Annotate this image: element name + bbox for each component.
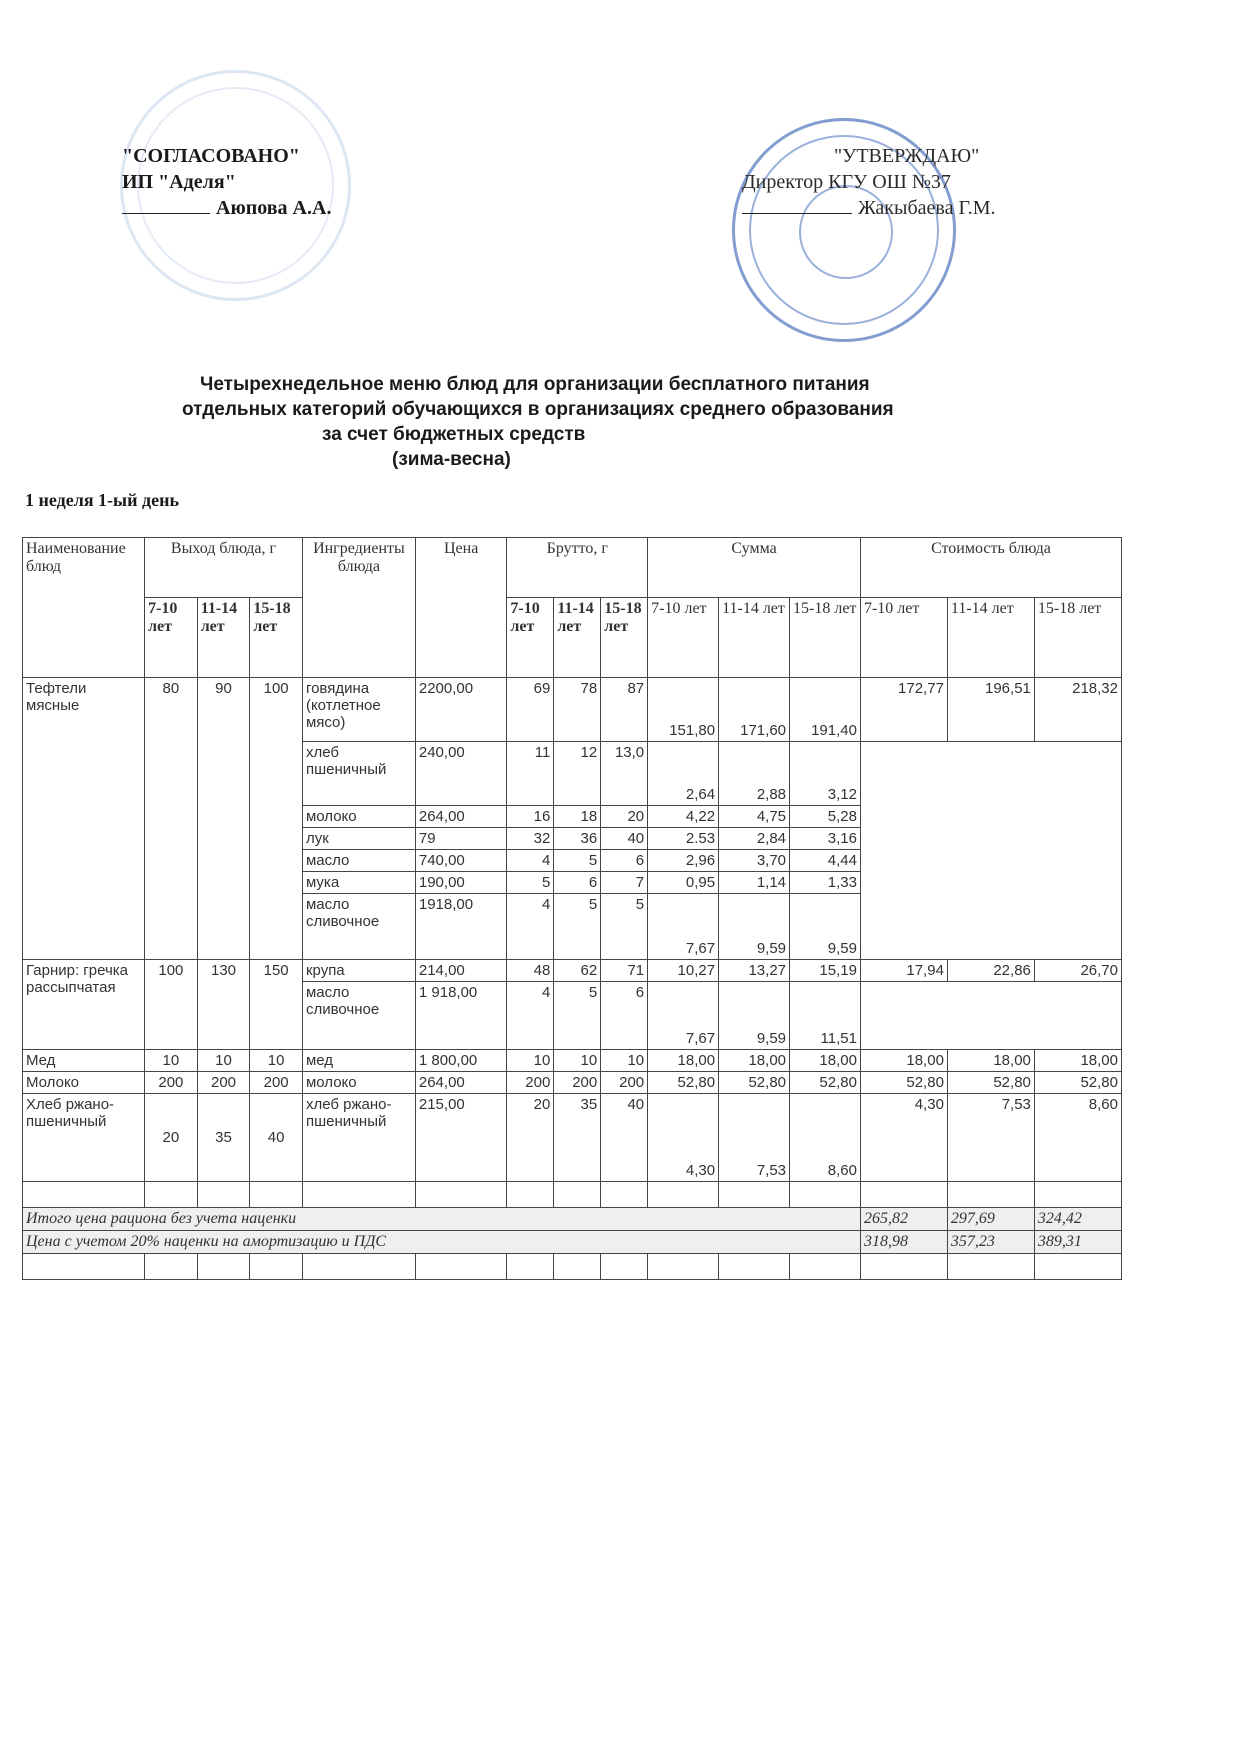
document-title <box>0 372 1240 472</box>
brutto: 6 <box>554 872 601 894</box>
age-group-header: 15-18 лет <box>1034 598 1121 678</box>
empty-row <box>23 1182 1122 1208</box>
brutto: 35 <box>554 1094 601 1182</box>
header-name: Наименование блюд <box>23 538 145 678</box>
brutto: 36 <box>554 828 601 850</box>
dish-cost: 196,51 <box>947 678 1034 742</box>
ingredient-price: 264,00 <box>415 1072 507 1094</box>
total-value: 318,98 <box>860 1231 947 1254</box>
header-sum: Сумма <box>648 538 861 598</box>
ingredient-price: 240,00 <box>415 742 507 806</box>
table-row <box>23 960 1122 982</box>
ingredient-price: 264,00 <box>415 806 507 828</box>
ingredient-name: масло сливочное <box>302 894 415 960</box>
sum: 7,67 <box>648 894 719 960</box>
dish-cost: 8,60 <box>1034 1094 1121 1182</box>
ingredient-price: 1918,00 <box>415 894 507 960</box>
brutto: 4 <box>507 982 554 1050</box>
approval-left-block <box>122 143 331 221</box>
approval-right-signatory: Жакыбаева Г.М. <box>858 197 996 219</box>
brutto: 7 <box>601 872 648 894</box>
dish-output: 100 <box>250 678 303 960</box>
dish-output: 200 <box>250 1072 303 1094</box>
title-line-2: отдельных категорий обучающихся в организациях среднего образования <box>182 399 894 420</box>
sum: 2,84 <box>719 828 790 850</box>
dish-cost: 22,86 <box>947 960 1034 982</box>
brutto: 87 <box>601 678 648 742</box>
ingredient-price: 1 800,00 <box>415 1050 507 1072</box>
ingredient-name: масло сливочное <box>302 982 415 1050</box>
approval-right-position: Директор КГУ ОШ №37 <box>742 171 951 193</box>
total-value: 357,23 <box>947 1231 1034 1254</box>
dish-output: 90 <box>197 678 250 960</box>
age-group-header: 7-10 лет <box>648 598 719 678</box>
dish-output: 150 <box>250 960 303 1050</box>
sum: 1,33 <box>790 872 861 894</box>
sum: 1,14 <box>719 872 790 894</box>
sum: 171,60 <box>719 678 790 742</box>
ingredient-price: 215,00 <box>415 1094 507 1182</box>
age-group-header: 7-10 лет <box>507 598 554 678</box>
sum: 3,12 <box>790 742 861 806</box>
ingredient-price: 190,00 <box>415 872 507 894</box>
table-row <box>23 678 1122 742</box>
brutto: 10 <box>601 1050 648 1072</box>
dish-cost: 52,80 <box>1034 1072 1121 1094</box>
empty-cost-cell <box>860 742 1121 960</box>
dish-name: Мед <box>23 1050 145 1072</box>
signature-line <box>742 213 852 214</box>
brutto: 13,0 <box>601 742 648 806</box>
sum: 9,59 <box>719 894 790 960</box>
sum: 2,64 <box>648 742 719 806</box>
dish-output: 80 <box>145 678 198 960</box>
approval-right-block <box>742 143 996 221</box>
sum: 52,80 <box>719 1072 790 1094</box>
dish-output: 100 <box>145 960 198 1050</box>
dish-output: 20 <box>145 1094 198 1182</box>
ingredient-name: хлеб пшеничный <box>302 742 415 806</box>
sum: 13,27 <box>719 960 790 982</box>
age-group-header: 11-14 лет <box>719 598 790 678</box>
sum: 2,96 <box>648 850 719 872</box>
sum: 52,80 <box>790 1072 861 1094</box>
sum: 52,80 <box>648 1072 719 1094</box>
day-label: 1 неделя 1-ый день <box>25 490 179 510</box>
sum: 3,16 <box>790 828 861 850</box>
dish-output: 40 <box>250 1094 303 1182</box>
ingredient-name: мед <box>302 1050 415 1072</box>
approval-right-heading: "УТВЕРЖДАЮ" <box>834 145 980 167</box>
table-row <box>23 1072 1122 1094</box>
brutto: 200 <box>507 1072 554 1094</box>
brutto: 5 <box>554 850 601 872</box>
empty-cost-cell <box>860 982 1121 1050</box>
dish-cost: 17,94 <box>860 960 947 982</box>
ingredient-price: 2200,00 <box>415 678 507 742</box>
sum: 2.53 <box>648 828 719 850</box>
brutto: 200 <box>601 1072 648 1094</box>
title-line-4: (зима-весна) <box>392 449 511 470</box>
sum: 18,00 <box>648 1050 719 1072</box>
dish-cost: 7,53 <box>947 1094 1034 1182</box>
brutto: 32 <box>507 828 554 850</box>
ingredient-name: масло <box>302 850 415 872</box>
header-cost: Стоимость блюда <box>860 538 1121 598</box>
age-group-header: 11-14 лет <box>947 598 1034 678</box>
ingredient-price: 740,00 <box>415 850 507 872</box>
age-group-header: 7-10 лет <box>145 598 198 678</box>
header-ingredients: Ингредиенты блюда <box>302 538 415 678</box>
age-group-header: 11-14 лет <box>197 598 250 678</box>
ingredient-name: хлеб ржано-пшеничный <box>302 1094 415 1182</box>
ingredient-price: 1 918,00 <box>415 982 507 1050</box>
dish-output: 10 <box>197 1050 250 1072</box>
sum: 4,75 <box>719 806 790 828</box>
approval-left-signatory: Аюпова А.А. <box>216 197 332 219</box>
brutto: 69 <box>507 678 554 742</box>
sum: 7,53 <box>719 1094 790 1182</box>
sum: 15,19 <box>790 960 861 982</box>
sum: 9,59 <box>790 894 861 960</box>
brutto: 5 <box>507 872 554 894</box>
total-value: 389,31 <box>1034 1231 1121 1254</box>
sum: 4,22 <box>648 806 719 828</box>
brutto: 12 <box>554 742 601 806</box>
dish-name: Тефтели мясные <box>23 678 145 960</box>
brutto: 4 <box>507 894 554 960</box>
ingredient-name: говядина (котлетное мясо) <box>302 678 415 742</box>
sum: 18,00 <box>719 1050 790 1072</box>
dish-name: Гарнир: гречка рассыпчатая <box>23 960 145 1050</box>
brutto: 71 <box>601 960 648 982</box>
header-output: Выход блюда, г <box>145 538 303 598</box>
dish-output: 130 <box>197 960 250 1050</box>
ingredient-price: 214,00 <box>415 960 507 982</box>
sum: 9,59 <box>719 982 790 1050</box>
brutto: 6 <box>601 982 648 1050</box>
age-group-header: 15-18 лет <box>790 598 861 678</box>
brutto: 16 <box>507 806 554 828</box>
brutto: 78 <box>554 678 601 742</box>
table-row <box>23 1094 1122 1182</box>
brutto: 10 <box>507 1050 554 1072</box>
dish-output: 10 <box>250 1050 303 1072</box>
dish-output: 10 <box>145 1050 198 1072</box>
header-brutto: Брутто, г <box>507 538 648 598</box>
sum: 8,60 <box>790 1094 861 1182</box>
sum: 3,70 <box>719 850 790 872</box>
sum: 0,95 <box>648 872 719 894</box>
sum: 7,67 <box>648 982 719 1050</box>
brutto: 5 <box>554 894 601 960</box>
ingredient-name: лук <box>302 828 415 850</box>
signature-line <box>122 213 210 214</box>
table-row <box>23 1050 1122 1072</box>
brutto: 62 <box>554 960 601 982</box>
brutto: 11 <box>507 742 554 806</box>
age-group-header: 11-14 лет <box>554 598 601 678</box>
total-with-markup-row <box>23 1231 1122 1254</box>
sum: 191,40 <box>790 678 861 742</box>
dish-cost: 18,00 <box>947 1050 1034 1072</box>
dish-name: Хлеб ржано-пшеничный <box>23 1094 145 1182</box>
total-value: 297,69 <box>947 1208 1034 1231</box>
age-group-header: 7-10 лет <box>860 598 947 678</box>
ingredient-price: 79 <box>415 828 507 850</box>
sum: 18,00 <box>790 1050 861 1072</box>
total-value: 265,82 <box>860 1208 947 1231</box>
brutto: 40 <box>601 1094 648 1182</box>
brutto: 6 <box>601 850 648 872</box>
brutto: 40 <box>601 828 648 850</box>
header-row-1 <box>23 538 1122 598</box>
brutto: 10 <box>554 1050 601 1072</box>
ingredient-name: молоко <box>302 806 415 828</box>
approval-left-heading: "СОГЛАСОВАНО" <box>122 145 300 167</box>
total-label: Итого цена рациона без учета наценки <box>23 1208 861 1231</box>
title-line-1: Четырехнедельное меню блюд для организации бесплатного питания <box>200 374 870 395</box>
brutto: 4 <box>507 850 554 872</box>
dish-name: Молоко <box>23 1072 145 1094</box>
dish-cost: 172,77 <box>860 678 947 742</box>
sum: 151,80 <box>648 678 719 742</box>
brutto: 20 <box>601 806 648 828</box>
dish-cost: 18,00 <box>860 1050 947 1072</box>
age-group-header: 15-18 лет <box>250 598 303 678</box>
ingredient-name: молоко <box>302 1072 415 1094</box>
dish-output: 35 <box>197 1094 250 1182</box>
dish-output: 200 <box>145 1072 198 1094</box>
sum: 4,44 <box>790 850 861 872</box>
empty-row <box>23 1254 1122 1280</box>
dish-cost: 52,80 <box>860 1072 947 1094</box>
ingredient-name: крупа <box>302 960 415 982</box>
sum: 2,88 <box>719 742 790 806</box>
dish-cost: 18,00 <box>1034 1050 1121 1072</box>
dish-cost: 26,70 <box>1034 960 1121 982</box>
brutto: 18 <box>554 806 601 828</box>
sum: 5,28 <box>790 806 861 828</box>
sum: 11,51 <box>790 982 861 1050</box>
dish-cost: 4,30 <box>860 1094 947 1182</box>
dish-cost: 52,80 <box>947 1072 1034 1094</box>
header-row-2 <box>23 598 1122 678</box>
age-group-header: 15-18 лет <box>601 598 648 678</box>
dish-cost: 218,32 <box>1034 678 1121 742</box>
title-line-3: за счет бюджетных средств <box>322 424 586 445</box>
ingredient-name: мука <box>302 872 415 894</box>
total-label: Цена с учетом 20% наценки на амортизацию и ПДС <box>23 1231 861 1254</box>
brutto: 200 <box>554 1072 601 1094</box>
header-price: Цена <box>415 538 507 678</box>
sum: 4,30 <box>648 1094 719 1182</box>
total-row <box>23 1208 1122 1231</box>
approval-left-org: ИП "Аделя" <box>122 171 236 193</box>
brutto: 20 <box>507 1094 554 1182</box>
brutto: 5 <box>554 982 601 1050</box>
dish-output: 200 <box>197 1072 250 1094</box>
sum: 10,27 <box>648 960 719 982</box>
brutto: 5 <box>601 894 648 960</box>
brutto: 48 <box>507 960 554 982</box>
menu-table <box>22 537 1122 1280</box>
total-value: 324,42 <box>1034 1208 1121 1231</box>
